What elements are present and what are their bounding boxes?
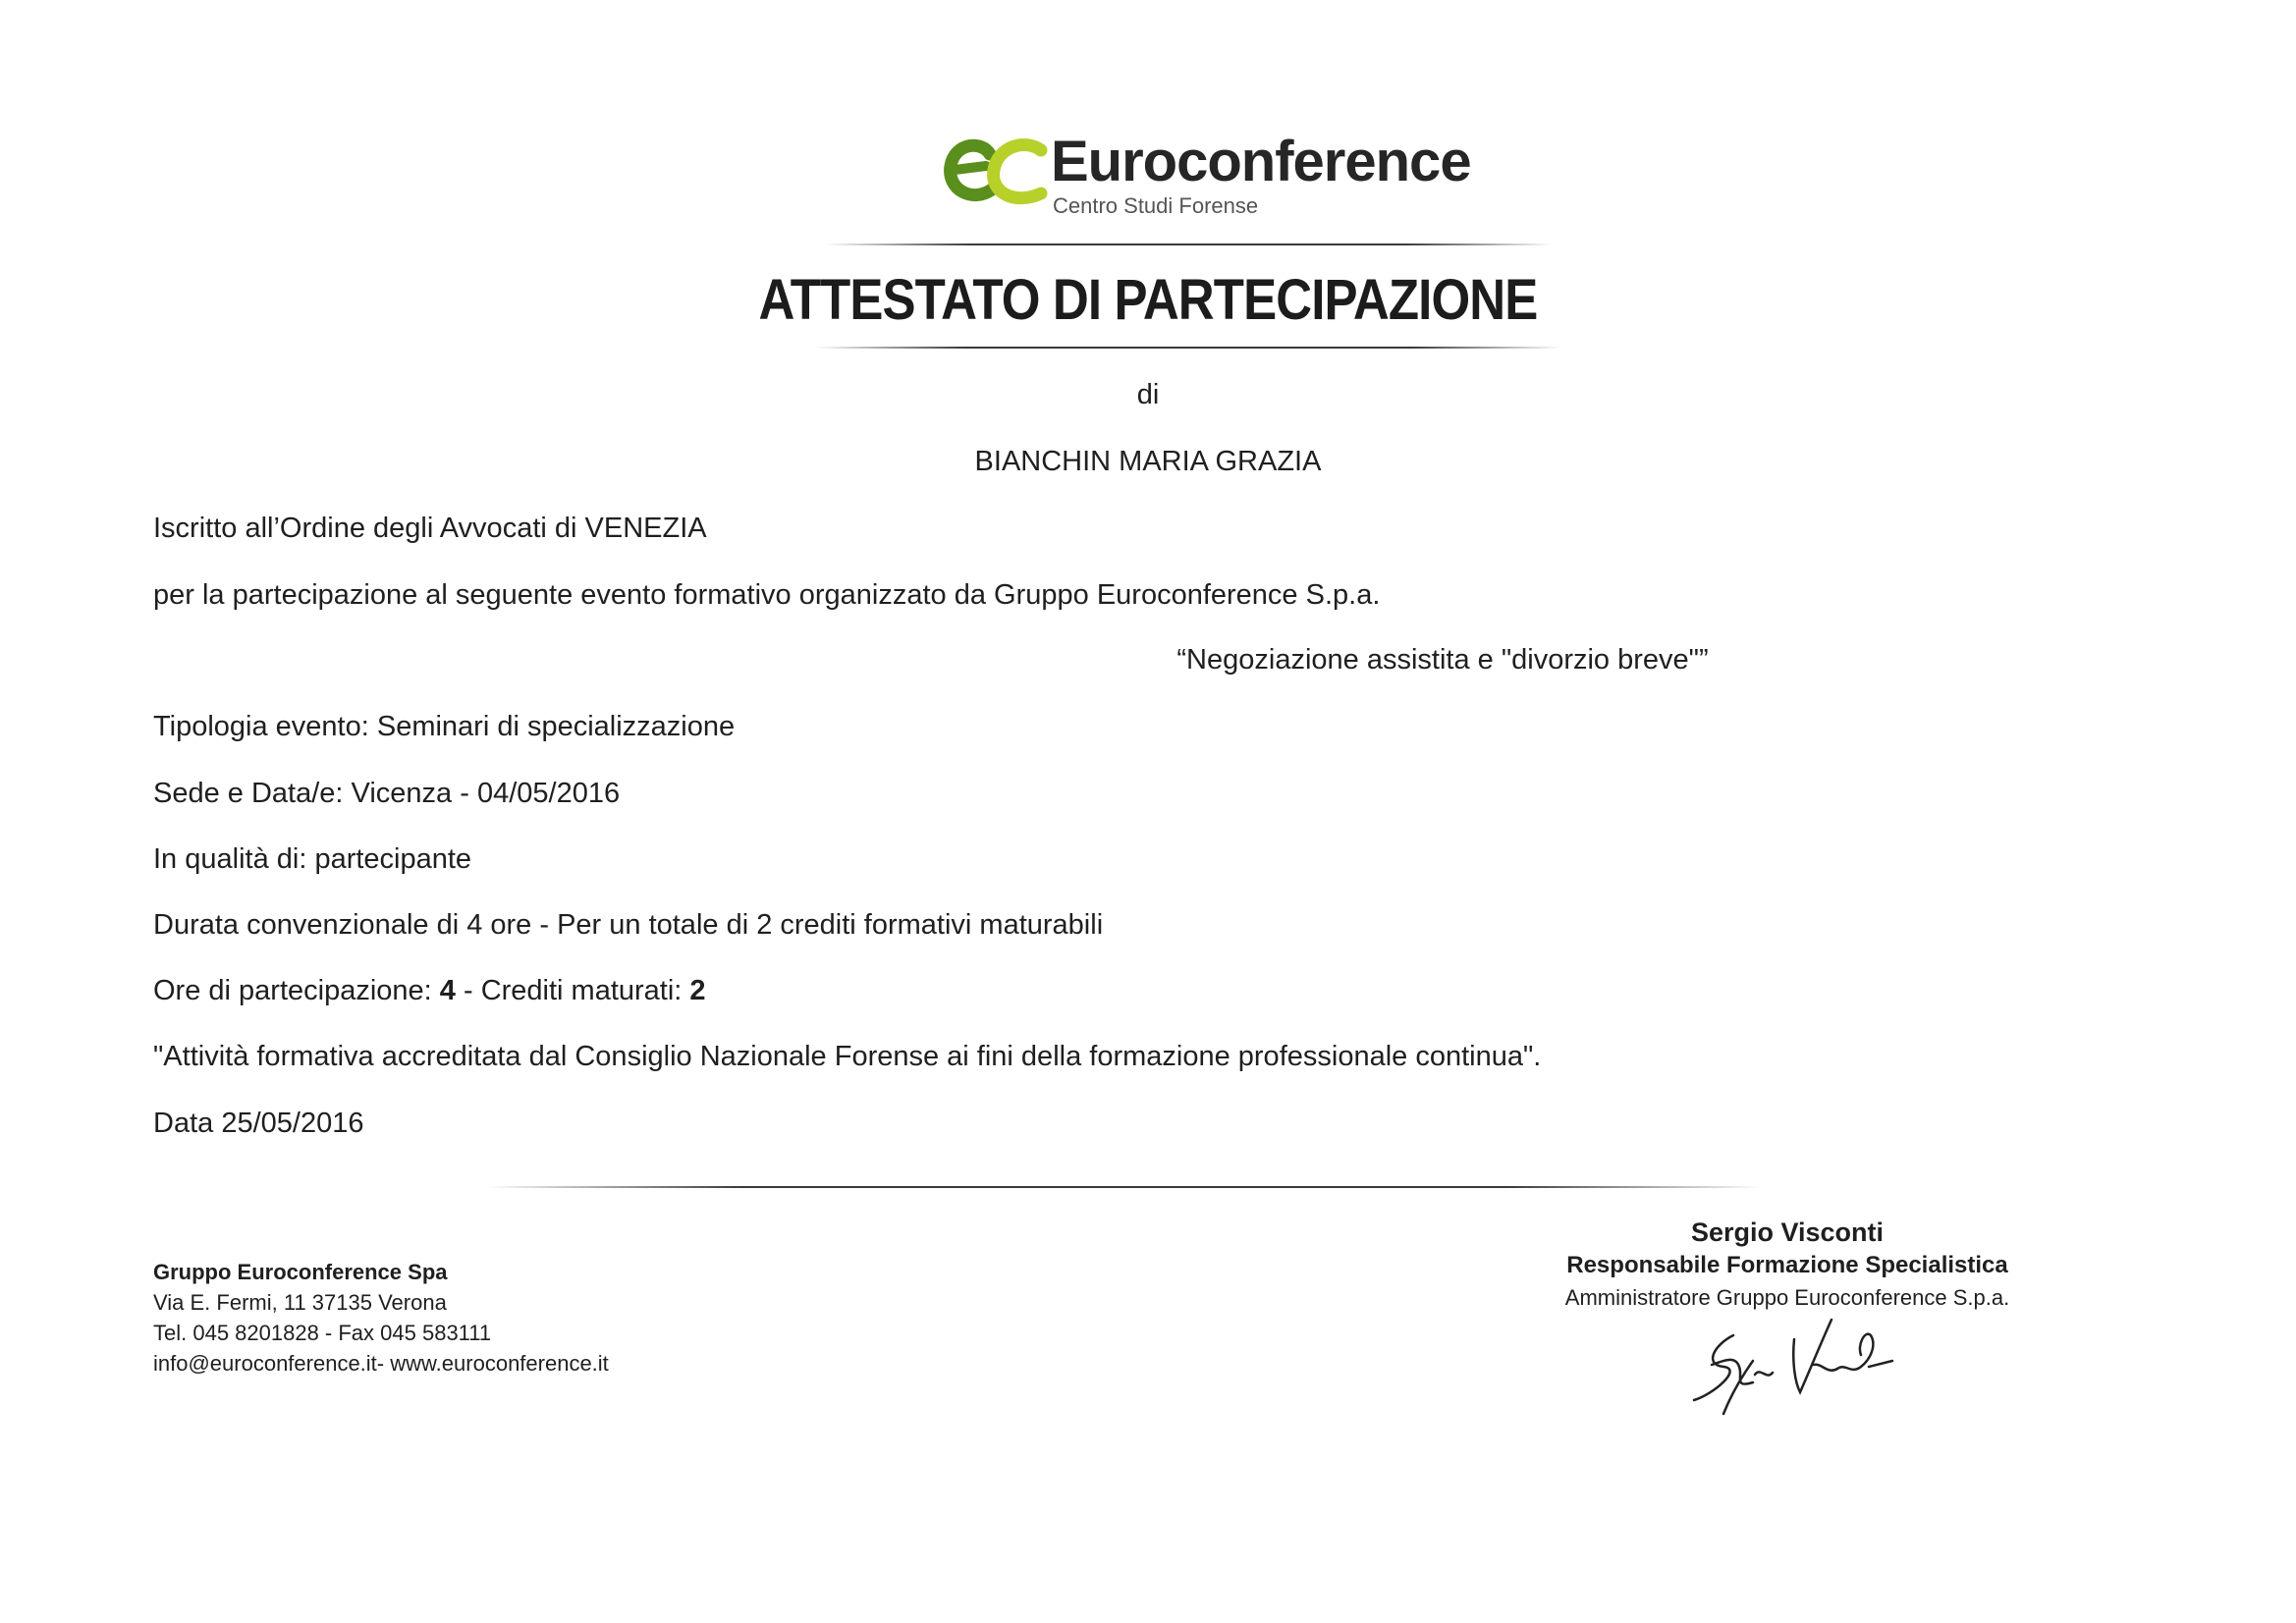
company-address	[153, 1257, 609, 1379]
sede-line: Sede e Data/e: Vicenza - 04/05/2016	[153, 778, 621, 809]
signatory-name: Sergio Visconti	[1690, 1217, 1885, 1247]
ore-label: Ore di partecipazione:	[153, 975, 440, 1006]
title-rule-bottom	[815, 347, 1561, 349]
recipient-name: BIANCHIN MARIA GRAZIA	[974, 446, 1322, 477]
phone-line: Tel. 045 8201828 - Fax 045 583111	[153, 1321, 492, 1345]
qualita-line: In qualità di: partecipante	[153, 843, 472, 875]
iscritto-line: Iscritto all’Ordine degli Avvocati di VENEZIA	[153, 513, 707, 544]
signatory-role: Responsabile Formazione Specialistica	[1566, 1252, 2008, 1278]
event-title: “Negoziazione assistita e "divorzio breve"”	[1176, 644, 1709, 676]
handwritten-signature	[1684, 1306, 1900, 1434]
ore-line	[153, 975, 706, 1007]
durata-line: Durata convenzionale di 4 ore - Per un totale di 2 crediti formativi maturabili	[153, 909, 1104, 941]
address-line: Via E. Fermi, 11 37135 Verona	[153, 1290, 447, 1315]
company-name: Gruppo Euroconference Spa	[153, 1260, 448, 1284]
ec-logo-icon	[943, 133, 1051, 211]
logo-subtitle: Centro Studi Forense	[1053, 193, 1259, 218]
footer-rule	[486, 1186, 1763, 1188]
tipologia-line: Tipologia evento: Seminari di specializzazione	[153, 711, 736, 742]
di-label: di	[1136, 379, 1160, 410]
web-line: info@euroconference.it- www.euroconference.it	[153, 1351, 609, 1376]
signatory-org: Amministratore Gruppo Euroconference S.p.a.	[1564, 1285, 2010, 1310]
signatory-block	[1512, 1217, 2062, 1311]
crediti-label: - Crediti maturati:	[455, 975, 690, 1006]
euroconference-logo	[943, 123, 1471, 221]
logo-name: Euroconference	[1051, 130, 1471, 193]
title-rule-top	[825, 243, 1552, 245]
accreditata-line: "Attività formativa accreditata dal Consiglio Nazionale Forense ai fini della formazione professionale continua".	[153, 1041, 1542, 1072]
data-line: Data 25/05/2016	[153, 1108, 364, 1139]
partecipazione-line: per la partecipazione al seguente evento formativo organizzato da Gruppo Euroconference S.p.a.	[153, 579, 1381, 611]
certificate-title: ATTESTATO DI PARTECIPAZIONE	[758, 268, 1538, 332]
crediti-value: 2	[689, 975, 706, 1006]
ore-value: 4	[439, 975, 456, 1006]
